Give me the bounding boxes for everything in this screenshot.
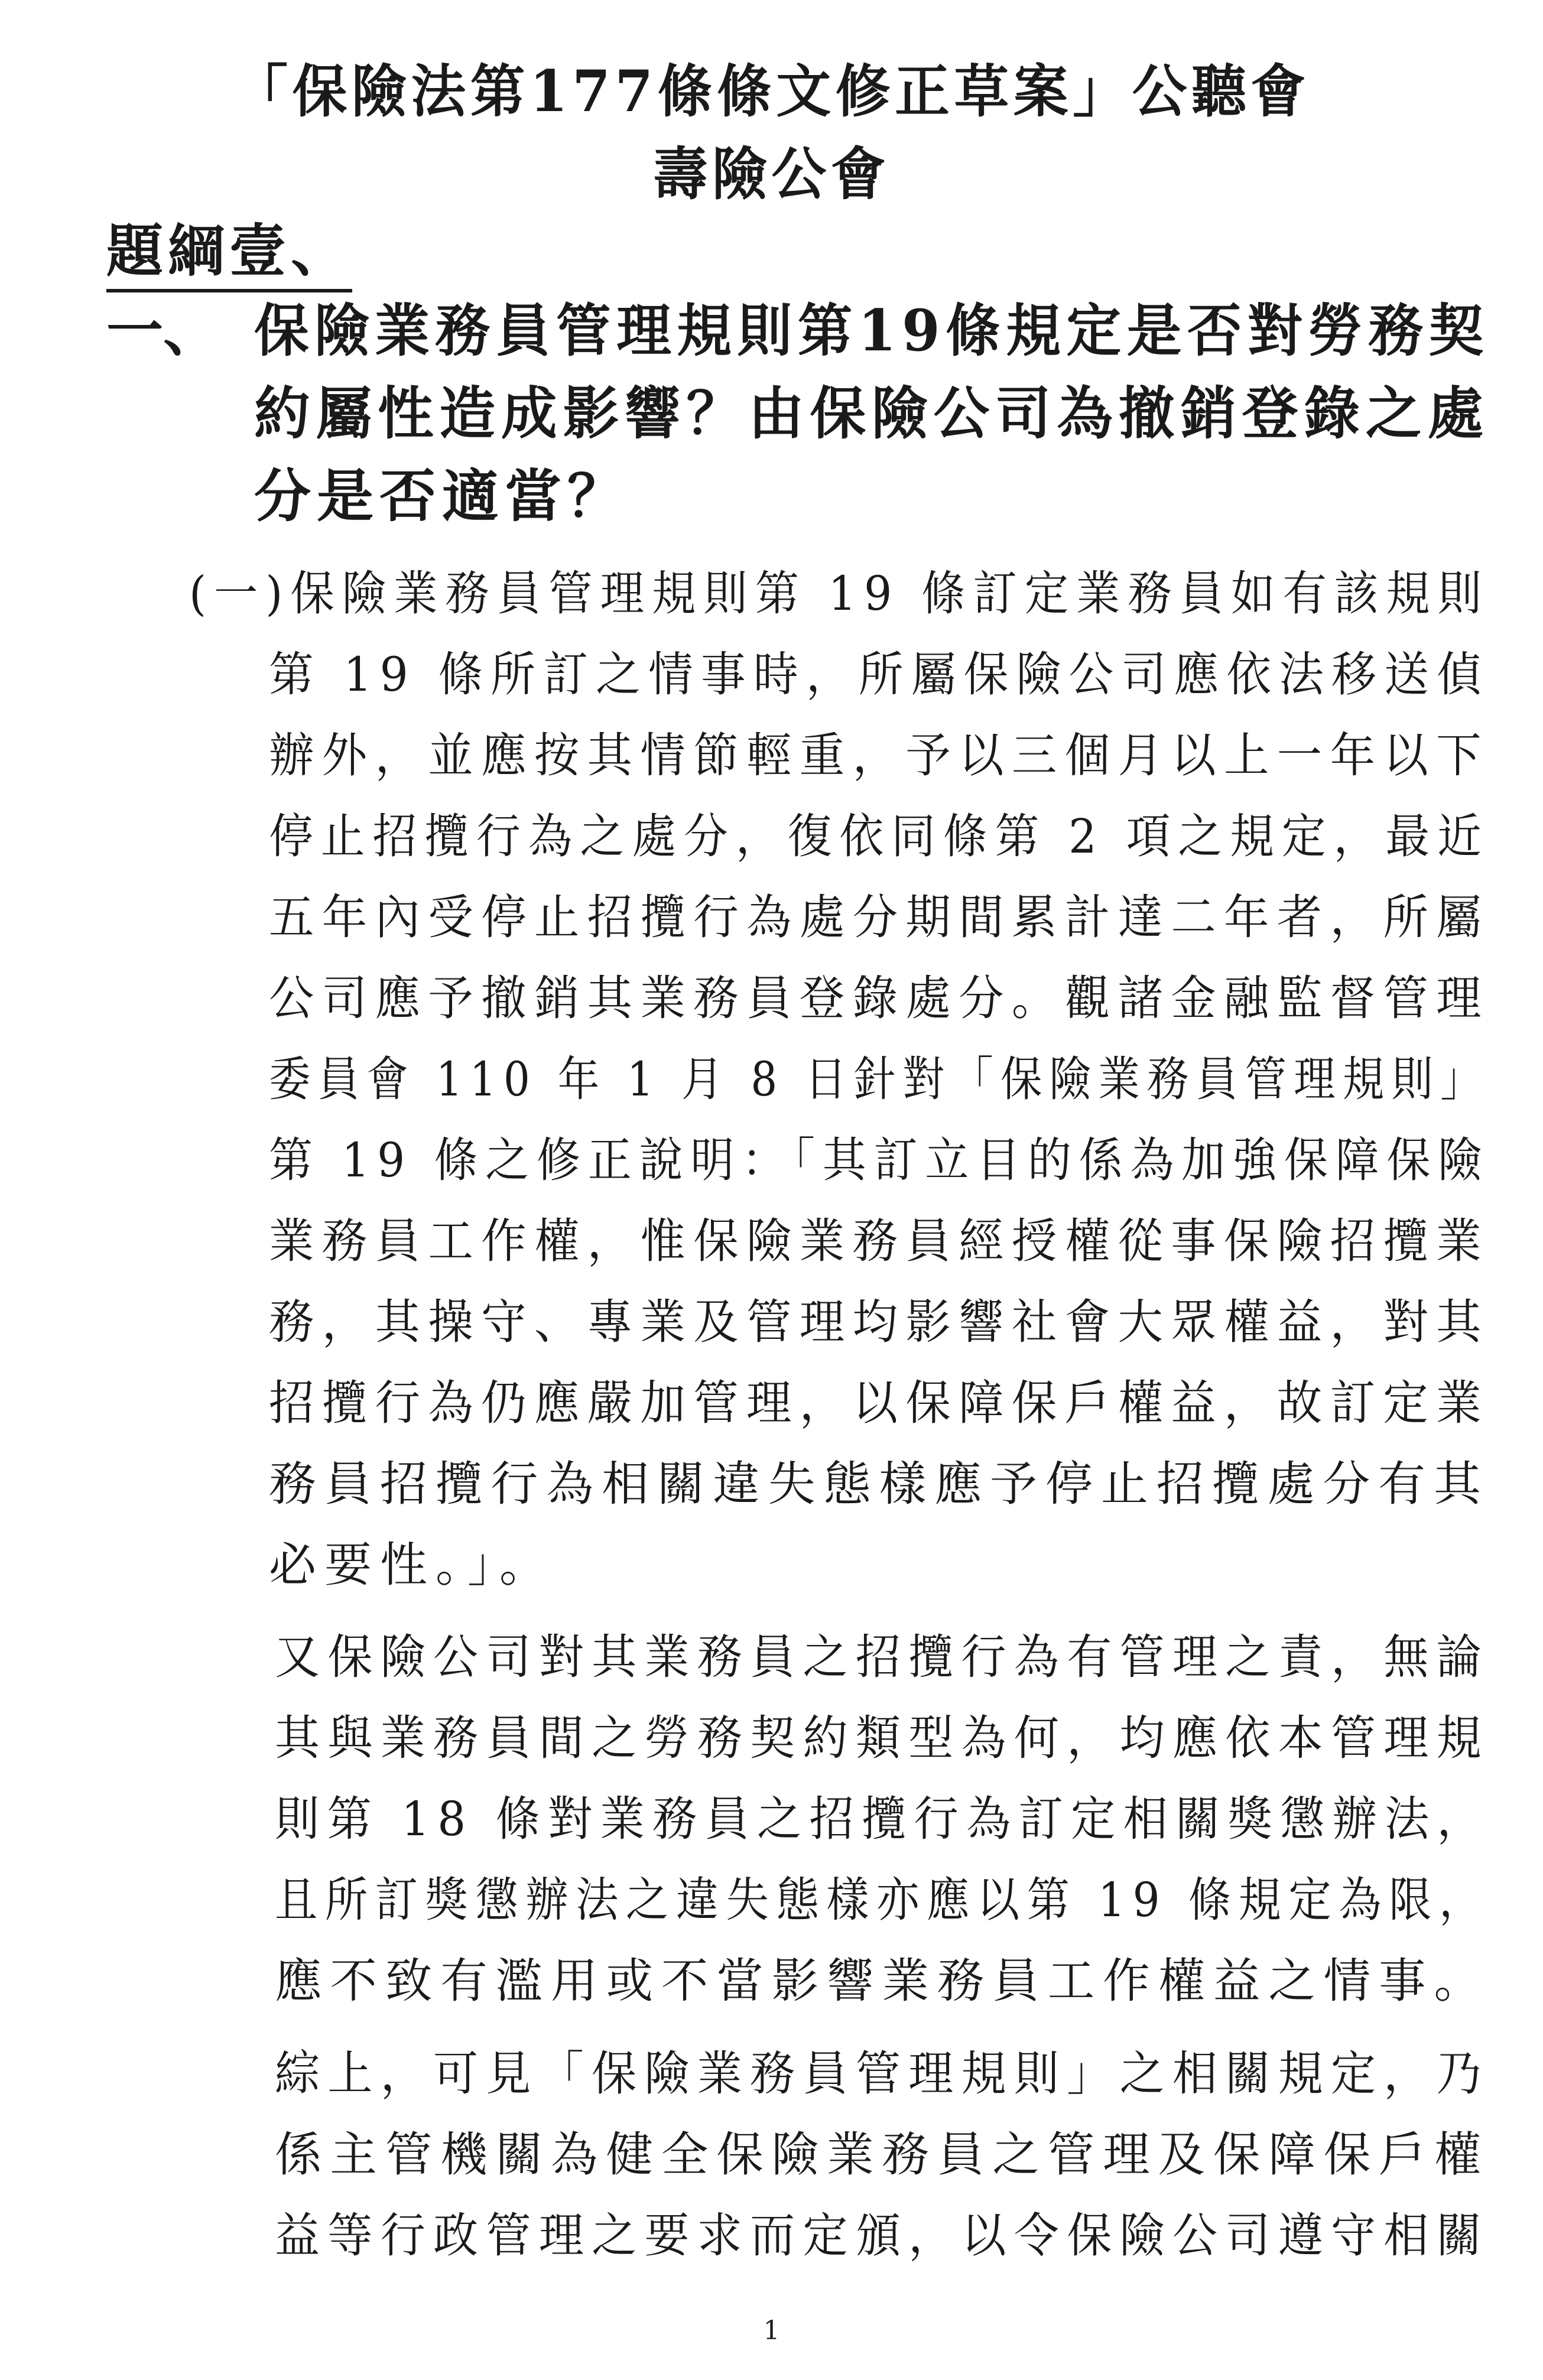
document-title: 「保險法第177條條文修正草案」公聽會 <box>233 58 1310 125</box>
body-line: 第 19 條所訂之情事時，所屬保險公司應依法移送偵 <box>269 647 1490 702</box>
body-line: 公司應予撤銷其業務員登錄處分。觀諸金融監督管理 <box>269 971 1489 1026</box>
body-line: 其與業務員間之勞務契約類型為何，均應依本管理規 <box>275 1711 1489 1766</box>
body-line: 務，其操守、專業及管理均影響社會大眾權益，對其 <box>269 1295 1489 1350</box>
document-subtitle: 壽險公會 <box>652 141 891 207</box>
body-line: 第 19 條之修正說明：「其訂立目的係為加強保障保險 <box>269 1133 1490 1188</box>
body-line: 且所訂獎懲辦法之違失態樣亦應以第 19 條規定為限， <box>275 1872 1489 1927</box>
body-line: 五年內受停止招攬行為處分期間累計達二年者，所屬 <box>269 890 1489 945</box>
body-line: 辦外，並應按其情節輕重，予以三個月以上一年以下 <box>269 728 1489 783</box>
question-line: 約屬性造成影響？由保險公司為撤銷登錄之處 <box>254 380 1489 447</box>
question-line: 分是否適當？ <box>254 463 630 529</box>
body-line: 委員會 110 年 1 月 8 日針對「保險業務員管理規則」 <box>269 1052 1489 1107</box>
body-line: 業務員工作權，惟保險業務員經授權從事保險招攬業 <box>269 1214 1489 1269</box>
body-line: 招攬行為仍應嚴加管理，以保障保戶權益，故訂定業 <box>269 1376 1489 1430</box>
body-line: 應不致有濫用或不當影響業務員工作權益之情事。 <box>275 1953 1489 2008</box>
section-heading: 題綱壹、 <box>106 216 352 292</box>
page-number: 1 <box>763 2316 780 2346</box>
question-number: 一、 <box>106 297 220 364</box>
body-line: 綜上，可見「保險業務員管理規則」之相關規定，乃 <box>275 2046 1489 2101</box>
body-line: 務員招攬行為相關違失態樣應予停止招攬處分有其 <box>269 1456 1489 1511</box>
body-line: 係主管機關為健全保險業務員之管理及保障保戶權 <box>275 2127 1489 2182</box>
body-line: 則第 18 條對業務員之招攬行為訂定相關獎懲辦法， <box>275 1791 1489 1846</box>
body-line: 必要性。」。 <box>269 1537 555 1592</box>
body-line: 停止招攬行為之處分，復依同條第 2 項之規定，最近 <box>269 809 1489 864</box>
body-line: (一)保險業務員管理規則第 19 條訂定業務員如有該規則 <box>189 566 1489 621</box>
body-line: 益等行政管理之要求而定頒，以令保險公司遵守相關 <box>275 2208 1489 2263</box>
body-line: 又保險公司對其業務員之招攬行為有管理之責，無論 <box>275 1630 1489 1685</box>
question-line: 保險業務員管理規則第19條規定是否對勞務契 <box>254 297 1489 364</box>
